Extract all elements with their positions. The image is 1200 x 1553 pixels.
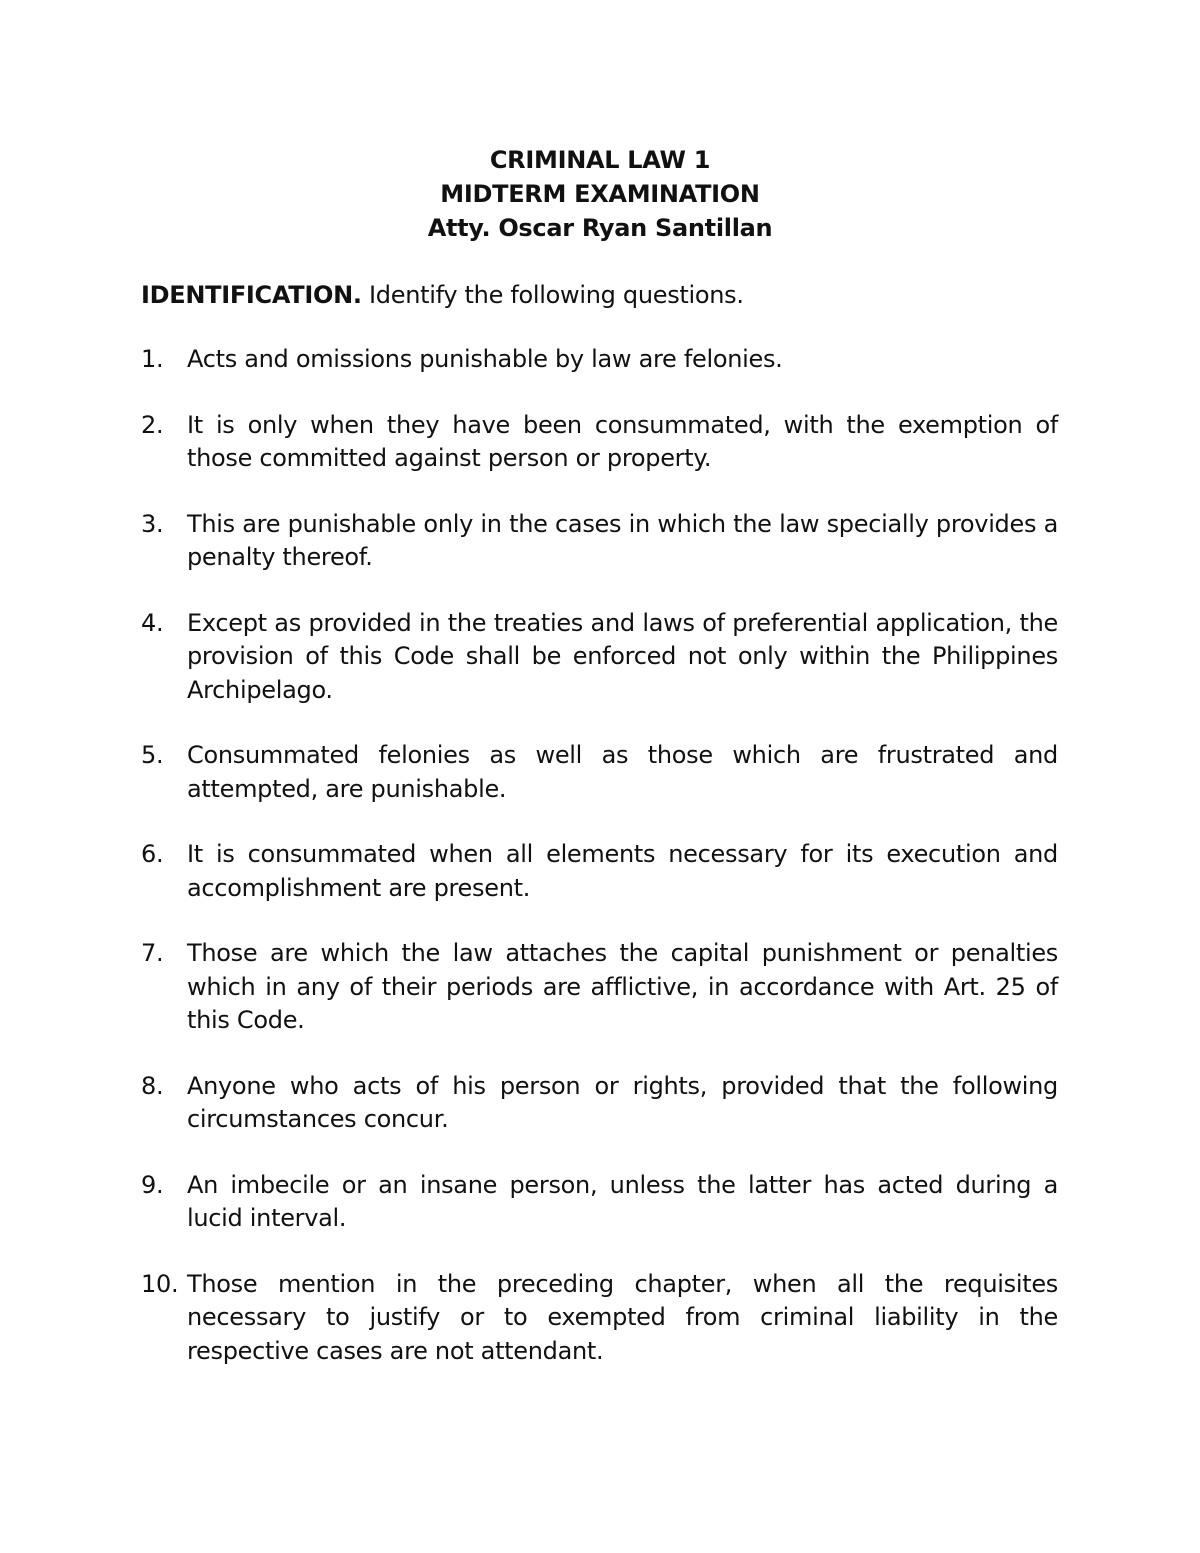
exam-title: MIDTERM EXAMINATION [440,180,760,208]
section-label: IDENTIFICATION. [141,281,362,309]
question-text: Those are which the law attaches the capital punishment or penalties which in any of their periods are afflictive, in accordance with Art. 25 of this Code. [187,939,1058,1034]
question-text: It is only when they have been consummated, with the exemption of those committed against person or property. [187,410,1058,472]
question-item [141,1070,1058,1137]
question-text: An imbecile or an insane person, unless the latter has acted during a lucid interval. [187,1170,1058,1232]
question-item [141,508,1058,575]
question-list [141,343,1058,1400]
question-item [141,937,1058,1038]
question-item [141,1169,1058,1236]
question-number: 10. [141,1269,179,1298]
question-text: Consummated felonies as well as those which are frustrated and attempted, are punishable. [187,741,1058,803]
question-item [141,739,1058,806]
question-item [141,1268,1058,1369]
question-text: Anyone who acts of his person or rights, provided that the following circumstances concur. [187,1071,1058,1133]
course-title: CRIMINAL LAW 1 [489,146,711,174]
question-number: 2. [141,410,164,439]
question-item [141,409,1058,476]
question-number: 9. [141,1170,164,1199]
question-item [141,838,1058,905]
section-instructions [141,278,744,312]
question-text: It is consummated when all elements necessary for its execution and accomplishment are present. [187,840,1058,902]
section-instruction-text: Identify the following questions. [361,281,744,309]
question-item [141,607,1058,708]
question-number: 3. [141,509,164,538]
question-number: 1. [141,345,164,373]
question-text: Except as provided in the treaties and laws of preferential application, the provision of this Code shall be enforced not only within the Philippines Archipelago. [187,608,1058,704]
question-number: 6. [141,840,164,868]
question-number: 7. [141,939,164,967]
question-text: Those mention in the preceding chapter, when all the requisites necessary to justify or to exempted from criminal liability in the respective cases are not attendant. [187,1269,1058,1365]
instructor-name: Atty. Oscar Ryan Santillan [427,214,773,242]
question-text: This are punishable only in the cases in which the law specially provides a penalty thereof. [187,509,1058,571]
document-header [0,143,1200,245]
question-number: 8. [141,1071,164,1100]
question-number: 4. [141,608,164,637]
question-item [141,343,1058,377]
question-number: 5. [141,741,164,769]
question-text: Acts and omissions punishable by law are felonies. [187,345,783,373]
